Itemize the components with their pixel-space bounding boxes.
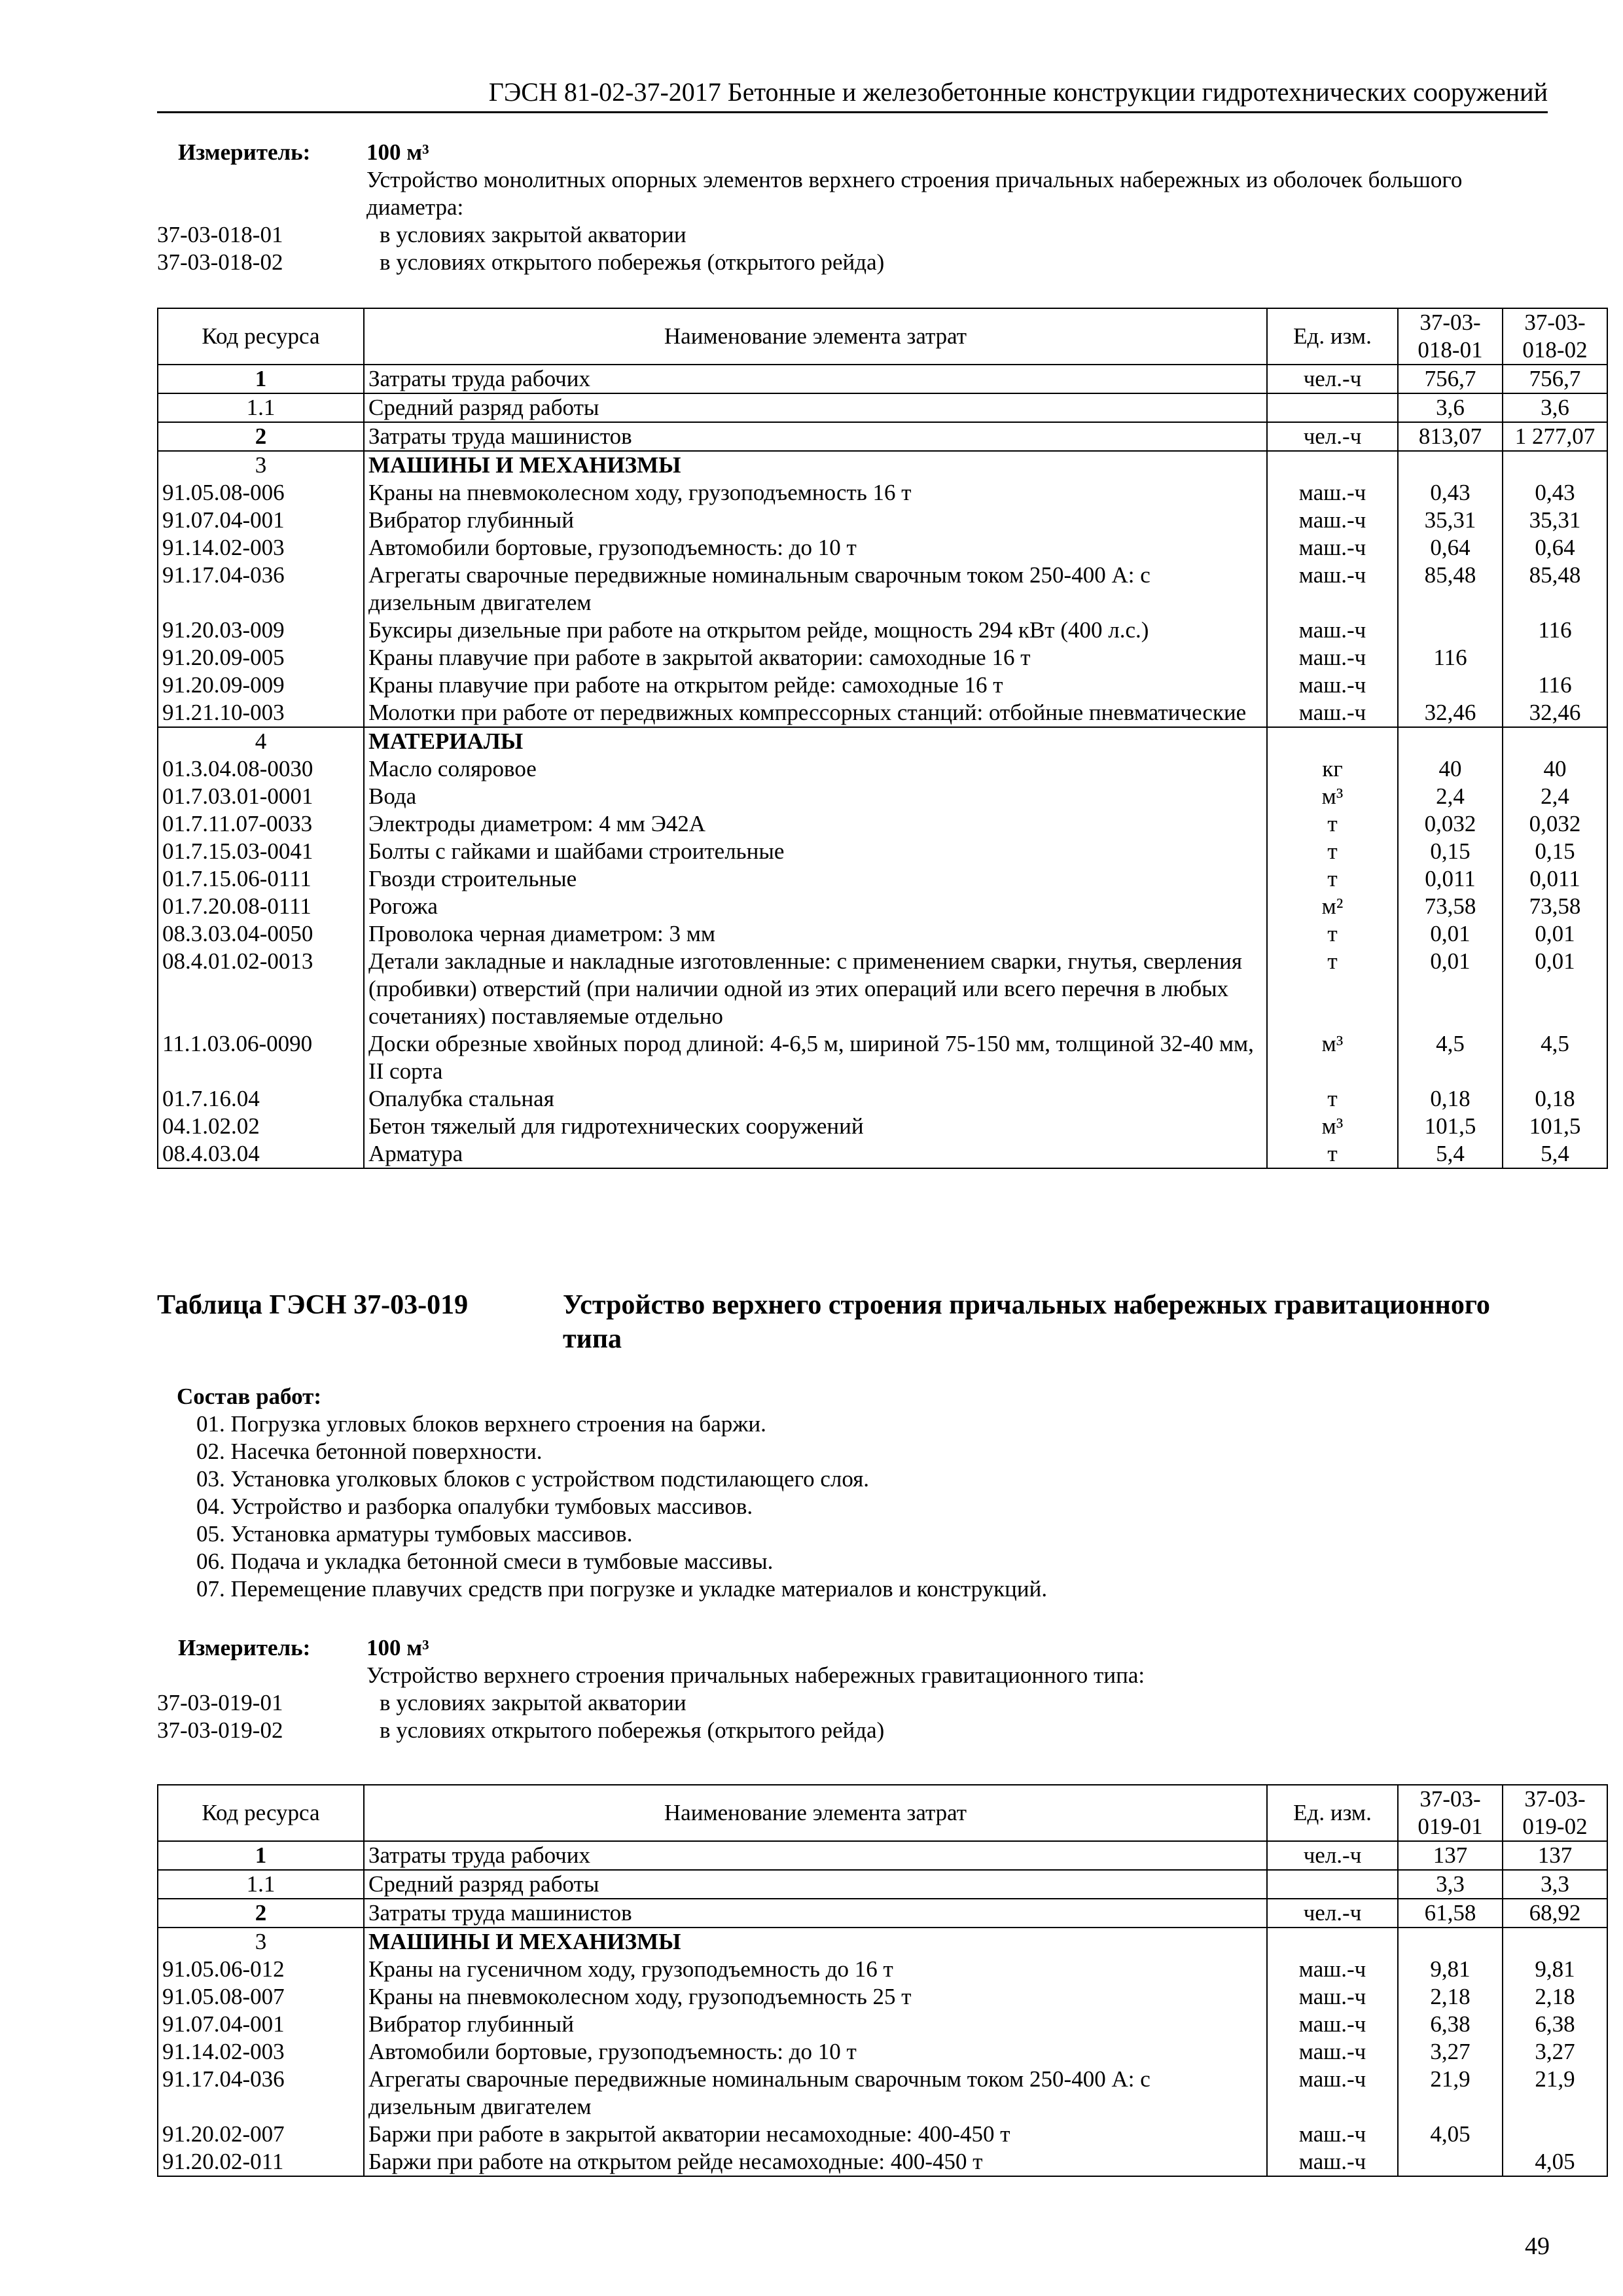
cell-v1: 4,05 [1398, 2121, 1503, 2148]
variant-text: в условиях закрытой акватории [380, 1690, 687, 1715]
cell-code: 1.1 [158, 1870, 364, 1899]
cell-code: 91.05.06-012 [158, 1956, 364, 1983]
cell-v1: 3,6 [1398, 393, 1503, 422]
table-row [158, 1983, 1607, 2011]
composition-item: 06. Подача и укладка бетонной смеси в тумбовые массивы. [196, 1549, 774, 1574]
cell-unit: маш.-ч [1267, 644, 1398, 672]
table-row [158, 2066, 1607, 2121]
variant-code: 37-03-019-02 [157, 1717, 283, 1743]
cell-code: 91.20.02-011 [158, 2148, 364, 2176]
col-header-name: Наименование элемента затрат [364, 1785, 1267, 1841]
table-row [158, 393, 1607, 422]
cell-unit: маш.-ч [1267, 2038, 1398, 2066]
cell-v1: 32,46 [1398, 699, 1503, 727]
cell-v2: 2,18 [1503, 1983, 1607, 2011]
cell-code: 91.14.02-003 [158, 2038, 364, 2066]
cell-v1: 0,011 [1398, 865, 1503, 893]
cell-unit: чел.-ч [1267, 422, 1398, 451]
cell-v2: 2,4 [1503, 783, 1607, 810]
cell-name: Проволока черная диаметром: 3 мм [364, 920, 1267, 948]
cell-v2: 4,05 [1503, 2148, 1607, 2176]
col-header-unit: Ед. изм. [1267, 308, 1398, 365]
col-header-v2: 37-03-019-02 [1503, 1785, 1607, 1841]
composition-item: 04. Устройство и разборка опалубки тумбовых массивов. [196, 1494, 753, 1519]
cell-v2: 0,032 [1503, 810, 1607, 838]
measure-label: Измеритель: [178, 139, 311, 165]
cell-unit: т [1267, 810, 1398, 838]
table-row [158, 534, 1607, 562]
cell-unit [1267, 451, 1398, 479]
cell-name: МАШИНЫ И МЕХАНИЗМЫ [364, 451, 1267, 479]
cell-v2: 4,5 [1503, 1030, 1607, 1085]
cell-unit: чел.-ч [1267, 1841, 1398, 1870]
table-row [158, 1870, 1607, 1899]
cell-code: 01.3.04.08-0030 [158, 755, 364, 783]
cell-unit: т [1267, 1085, 1398, 1113]
table-row [158, 507, 1607, 534]
cell-v2: 40 [1503, 755, 1607, 783]
cell-code: 3 [158, 451, 364, 479]
cell-name: Краны плавучие при работе в закрытой акватории: самоходные 16 т [364, 644, 1267, 672]
col-header-unit: Ед. изм. [1267, 1785, 1398, 1841]
composition-title: Состав работ: [177, 1384, 321, 1409]
cell-unit [1267, 1870, 1398, 1899]
cell-name: Краны на пневмоколесном ходу, грузоподъемность 25 т [364, 1983, 1267, 2011]
measure-description: Устройство верхнего строения причальных набережных гравитационного типа: [366, 1662, 1145, 1688]
cell-code: 4 [158, 727, 364, 755]
cell-name: Вибратор глубинный [364, 2011, 1267, 2038]
cell-code: 04.1.02.02 [158, 1113, 364, 1140]
cell-v1: 813,07 [1398, 422, 1503, 451]
table-row [158, 810, 1607, 838]
cell-v2: 3,3 [1503, 1870, 1607, 1899]
cell-v2 [1503, 2121, 1607, 2148]
cell-unit: м³ [1267, 1113, 1398, 1140]
cell-code: 08.4.01.02-0013 [158, 948, 364, 1030]
measure-unit: 100 м³ [366, 1635, 429, 1660]
cell-name: Арматура [364, 1140, 1267, 1168]
cell-code: 01.7.15.06-0111 [158, 865, 364, 893]
col-header-v1: 37-03-018-01 [1398, 308, 1503, 365]
cell-unit: маш.-ч [1267, 617, 1398, 644]
cell-code: 01.7.16.04 [158, 1085, 364, 1113]
resource-table-1 [157, 308, 1608, 1169]
cell-v2: 116 [1503, 617, 1607, 644]
cell-name: Бетон тяжелый для гидротехнических сооружений [364, 1113, 1267, 1140]
cell-v1: 4,5 [1398, 1030, 1503, 1085]
cell-code: 11.1.03.06-0090 [158, 1030, 364, 1085]
variant-text: в условиях закрытой акватории [380, 222, 687, 247]
cell-unit: т [1267, 1140, 1398, 1168]
table-row [158, 783, 1607, 810]
cell-name: Баржи при работе на открытом рейде несамоходные: 400-450 т [364, 2148, 1267, 2176]
cell-v1: 0,15 [1398, 838, 1503, 865]
cell-name: Автомобили бортовые, грузоподъемность: до 10 т [364, 2038, 1267, 2066]
cell-v2 [1503, 451, 1607, 479]
cell-code: 91.20.03-009 [158, 617, 364, 644]
table-row [158, 1113, 1607, 1140]
cell-v1: 0,032 [1398, 810, 1503, 838]
measure-block-1 [157, 139, 1544, 276]
variant-code: 37-03-018-01 [157, 222, 283, 247]
cell-code: 2 [158, 422, 364, 451]
cell-v1 [1398, 2148, 1503, 2176]
cell-unit: чел.-ч [1267, 1899, 1398, 1928]
cell-v1: 0,43 [1398, 479, 1503, 507]
table-row [158, 2121, 1607, 2148]
table-row [158, 422, 1607, 451]
table-row [158, 838, 1607, 865]
cell-code: 01.7.15.03-0041 [158, 838, 364, 865]
cell-v2: 85,48 [1503, 562, 1607, 617]
cell-code: 2 [158, 1899, 364, 1928]
cell-v2: 137 [1503, 1841, 1607, 1870]
table-row [158, 672, 1607, 699]
cell-v2: 73,58 [1503, 893, 1607, 920]
table-row [158, 451, 1607, 479]
cell-code: 91.17.04-036 [158, 562, 364, 617]
cell-v2: 0,011 [1503, 865, 1607, 893]
cell-v1: 9,81 [1398, 1956, 1503, 1983]
cell-name: Гвозди строительные [364, 865, 1267, 893]
cell-v1: 2,4 [1398, 783, 1503, 810]
cell-name: Средний разряд работы [364, 393, 1267, 422]
cell-name: Молотки при работе от передвижных компрессорных станций: отбойные пневматические [364, 699, 1267, 727]
table-row [158, 2038, 1607, 2066]
cell-v1: 3,27 [1398, 2038, 1503, 2066]
cell-v1: 61,58 [1398, 1899, 1503, 1928]
col-header-code: Код ресурса [158, 308, 364, 365]
table-row [158, 865, 1607, 893]
cell-unit: м³ [1267, 1030, 1398, 1085]
cell-unit [1267, 727, 1398, 755]
table-row [158, 1956, 1607, 1983]
cell-code: 1 [158, 1841, 364, 1870]
table-row [158, 893, 1607, 920]
cell-v1: 101,5 [1398, 1113, 1503, 1140]
cell-v2: 0,43 [1503, 479, 1607, 507]
table-title [157, 1288, 1544, 1356]
cell-name: Вибратор глубинный [364, 507, 1267, 534]
cell-name: Вода [364, 783, 1267, 810]
cell-code: 1.1 [158, 393, 364, 422]
table-row [158, 1085, 1607, 1113]
cell-name: Детали закладные и накладные изготовленные: с применением сварки, гнутья, сверления (пробивки) отверстий (при наличии одной из этих операций или всего перечня в любых сочетаниях) поставляемые отдельно [364, 948, 1267, 1030]
cell-v2: 21,9 [1503, 2066, 1607, 2121]
cell-v2: 68,92 [1503, 1899, 1607, 1928]
cell-code: 1 [158, 365, 364, 393]
table-row [158, 562, 1607, 617]
cell-code: 91.14.02-003 [158, 534, 364, 562]
cell-v2: 101,5 [1503, 1113, 1607, 1140]
table-row [158, 365, 1607, 393]
cell-name: Автомобили бортовые, грузоподъемность: до 10 т [364, 534, 1267, 562]
measure-label: Измеритель: [178, 1635, 311, 1660]
cell-code: 08.3.03.04-0050 [158, 920, 364, 948]
variant-code: 37-03-019-01 [157, 1690, 283, 1715]
cell-name: Буксиры дизельные при работе на открытом рейде, мощность 294 кВт (400 л.с.) [364, 617, 1267, 644]
cell-v1: 40 [1398, 755, 1503, 783]
cell-unit: маш.-ч [1267, 672, 1398, 699]
cell-v1 [1398, 617, 1503, 644]
cell-v1: 137 [1398, 1841, 1503, 1870]
cell-name: Средний разряд работы [364, 1870, 1267, 1899]
cell-name: Краны на гусеничном ходу, грузоподъемность до 16 т [364, 1956, 1267, 1983]
cell-v2: 5,4 [1503, 1140, 1607, 1168]
cell-code: 08.4.03.04 [158, 1140, 364, 1168]
cell-unit: маш.-ч [1267, 699, 1398, 727]
cell-unit: маш.-ч [1267, 1956, 1398, 1983]
cell-v1: 0,01 [1398, 948, 1503, 1030]
running-header: ГЭСН 81-02-37-2017 Бетонные и железобетонные конструкции гидротехнических сооружений [157, 77, 1548, 113]
cell-code: 91.05.08-006 [158, 479, 364, 507]
variant-code: 37-03-018-02 [157, 249, 283, 275]
cell-code: 91.20.02-007 [158, 2121, 364, 2148]
cell-unit: т [1267, 865, 1398, 893]
table-row [158, 1841, 1607, 1870]
cell-name: Затраты труда машинистов [364, 1899, 1267, 1928]
cell-v2: 116 [1503, 672, 1607, 699]
cell-unit: маш.-ч [1267, 507, 1398, 534]
table-row [158, 699, 1607, 727]
col-header-v2: 37-03-018-02 [1503, 308, 1607, 365]
measure-description: Устройство монолитных опорных элементов верхнего строения причальных набережных из оболочек большого диаметра: [366, 167, 1463, 220]
col-header-v1: 37-03-019-01 [1398, 1785, 1503, 1841]
composition-item: 02. Насечка бетонной поверхности. [196, 1439, 543, 1464]
cell-name: Затраты труда рабочих [364, 1841, 1267, 1870]
cell-unit: маш.-ч [1267, 2066, 1398, 2121]
table-row [158, 1030, 1607, 1085]
cell-v2: 0,01 [1503, 920, 1607, 948]
table-row [158, 920, 1607, 948]
table-row [158, 727, 1607, 755]
cell-v1: 85,48 [1398, 562, 1503, 617]
table-row [158, 1140, 1607, 1168]
cell-unit: маш.-ч [1267, 2148, 1398, 2176]
table-row [158, 1899, 1607, 1928]
cell-v1 [1398, 727, 1503, 755]
cell-name: Краны плавучие при работе на открытом рейде: самоходные 16 т [364, 672, 1267, 699]
composition-item: 03. Установка уголковых блоков с устройством подстилающего слоя. [196, 1466, 870, 1492]
cell-unit: маш.-ч [1267, 2011, 1398, 2038]
cell-name: Электроды диаметром: 4 мм Э42А [364, 810, 1267, 838]
cell-v1 [1398, 672, 1503, 699]
cell-unit: маш.-ч [1267, 562, 1398, 617]
cell-unit: маш.-ч [1267, 2121, 1398, 2148]
cell-name: Баржи при работе в закрытой акватории несамоходные: 400-450 т [364, 2121, 1267, 2148]
composition-item: 07. Перемещение плавучих средств при погрузке и укладке материалов и конструкций. [196, 1576, 1048, 1602]
cell-unit: т [1267, 920, 1398, 948]
cell-v1 [1398, 1928, 1503, 1956]
cell-v1: 73,58 [1398, 893, 1503, 920]
cell-unit: маш.-ч [1267, 479, 1398, 507]
cell-v1: 21,9 [1398, 2066, 1503, 2121]
cell-name: Доски обрезные хвойных пород длиной: 4-6,5 м, шириной 75-150 мм, толщиной 32-40 мм, II сорта [364, 1030, 1267, 1085]
composition-item: 05. Установка арматуры тумбовых массивов. [196, 1521, 633, 1547]
cell-code: 3 [158, 1928, 364, 1956]
cell-name: Болты с гайками и шайбами строительные [364, 838, 1267, 865]
cell-code: 91.20.09-005 [158, 644, 364, 672]
cell-name: Рогожа [364, 893, 1267, 920]
cell-v1: 756,7 [1398, 365, 1503, 393]
cell-code: 91.21.10-003 [158, 699, 364, 727]
table-row [158, 1928, 1607, 1956]
cell-name: Опалубка стальная [364, 1085, 1267, 1113]
cell-v2: 0,15 [1503, 838, 1607, 865]
cell-v2: 3,6 [1503, 393, 1607, 422]
cell-unit: маш.-ч [1267, 1983, 1398, 2011]
cell-v1: 0,64 [1398, 534, 1503, 562]
cell-code: 91.17.04-036 [158, 2066, 364, 2121]
cell-v1: 0,01 [1398, 920, 1503, 948]
cell-unit [1267, 393, 1398, 422]
measure-block-2 [157, 1634, 1544, 1744]
work-composition [177, 1383, 1047, 1603]
table-row [158, 2148, 1607, 2176]
table-row [158, 2011, 1607, 2038]
table-row [158, 644, 1607, 672]
cell-code: 91.20.09-009 [158, 672, 364, 699]
page-number: 49 [1525, 2233, 1550, 2260]
cell-v2: 32,46 [1503, 699, 1607, 727]
cell-name: Агрегаты сварочные передвижные номинальным сварочным током 250-400 А: с дизельным двигателем [364, 562, 1267, 617]
cell-name: Краны на пневмоколесном ходу, грузоподъемность 16 т [364, 479, 1267, 507]
cell-code: 91.05.08-007 [158, 1983, 364, 2011]
cell-v2 [1503, 727, 1607, 755]
cell-unit [1267, 1928, 1398, 1956]
cell-v1: 116 [1398, 644, 1503, 672]
composition-item: 01. Погрузка угловых блоков верхнего строения на баржи. [196, 1411, 766, 1437]
cell-name: Затраты труда машинистов [364, 422, 1267, 451]
cell-v2: 6,38 [1503, 2011, 1607, 2038]
variant-text: в условиях открытого побережья (открытого рейда) [380, 249, 885, 275]
resource-table-2 [157, 1784, 1608, 2177]
table-row [158, 755, 1607, 783]
cell-unit: т [1267, 838, 1398, 865]
cell-v1: 35,31 [1398, 507, 1503, 534]
cell-v2: 9,81 [1503, 1956, 1607, 1983]
table-row [158, 617, 1607, 644]
cell-v1 [1398, 451, 1503, 479]
variant-text: в условиях открытого побережья (открытого рейда) [380, 1717, 885, 1743]
cell-v2: 3,27 [1503, 2038, 1607, 2066]
cell-v2 [1503, 1928, 1607, 1956]
cell-unit: т [1267, 948, 1398, 1030]
cell-v1: 5,4 [1398, 1140, 1503, 1168]
cell-code: 01.7.20.08-0111 [158, 893, 364, 920]
cell-v2: 756,7 [1503, 365, 1607, 393]
cell-name: Агрегаты сварочные передвижные номинальным сварочным током 250-400 А: с дизельным двигателем [364, 2066, 1267, 2121]
cell-unit: маш.-ч [1267, 534, 1398, 562]
cell-v1: 3,3 [1398, 1870, 1503, 1899]
cell-unit: м² [1267, 893, 1398, 920]
cell-code: 01.7.03.01-0001 [158, 783, 364, 810]
cell-unit: м³ [1267, 783, 1398, 810]
table-title-text: Устройство верхнего строения причальных набережных гравитационного типа [563, 1290, 1490, 1354]
table-row [158, 948, 1607, 1030]
col-header-code: Код ресурса [158, 1785, 364, 1841]
table-row [158, 479, 1607, 507]
cell-v2: 0,64 [1503, 534, 1607, 562]
cell-code: 91.07.04-001 [158, 507, 364, 534]
cell-code: 01.7.11.07-0033 [158, 810, 364, 838]
cell-v2: 0,18 [1503, 1085, 1607, 1113]
cell-name: МАШИНЫ И МЕХАНИЗМЫ [364, 1928, 1267, 1956]
cell-v1: 6,38 [1398, 2011, 1503, 2038]
cell-v2: 0,01 [1503, 948, 1607, 1030]
cell-code: 91.07.04-001 [158, 2011, 364, 2038]
cell-v1: 0,18 [1398, 1085, 1503, 1113]
col-header-name: Наименование элемента затрат [364, 308, 1267, 365]
cell-name: Затраты труда рабочих [364, 365, 1267, 393]
cell-unit: кг [1267, 755, 1398, 783]
cell-unit: чел.-ч [1267, 365, 1398, 393]
cell-name: Масло соляровое [364, 755, 1267, 783]
cell-v2: 35,31 [1503, 507, 1607, 534]
table-number: Таблица ГЭСН 37-03-019 [157, 1290, 469, 1320]
cell-name: МАТЕРИАЛЫ [364, 727, 1267, 755]
cell-v2 [1503, 644, 1607, 672]
cell-v2: 1 277,07 [1503, 422, 1607, 451]
cell-v1: 2,18 [1398, 1983, 1503, 2011]
measure-unit: 100 м³ [366, 139, 429, 165]
